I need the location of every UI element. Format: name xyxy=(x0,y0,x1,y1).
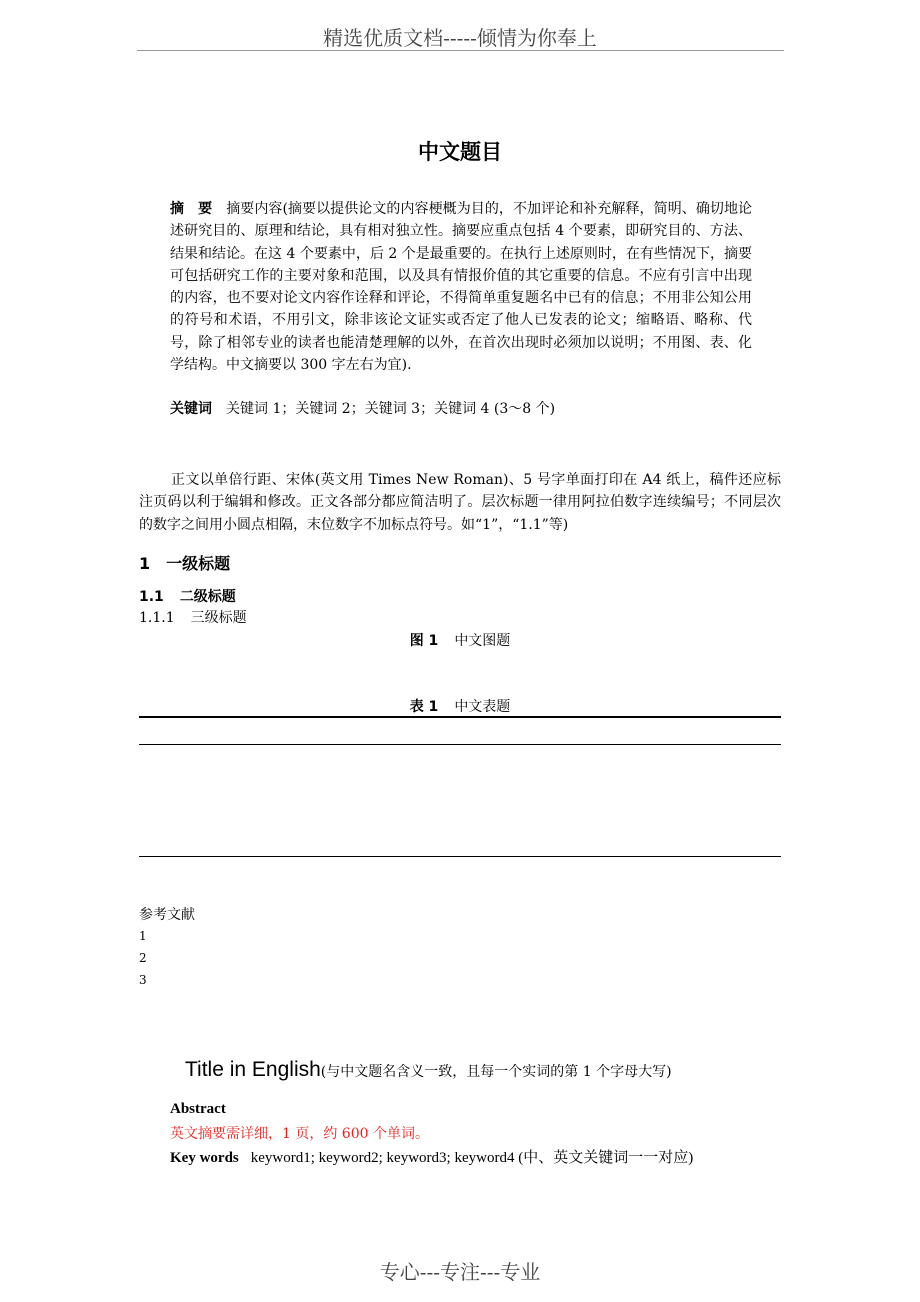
body-paragraph: 正文以单倍行距、宋体(英文用 Times New Roman)、5 号字单面打印在 A4 纸上，稿件还应标注页码以利于编辑和修改。正文各部分都应简洁明了。层次标题一律用阿拉伯数字连续编号；不同层次的数字之间用小圆点相隔，末位数字不加标点符号。如“1”，“1.1”等) xyxy=(139,472,781,533)
heading-1-text: 一级标题 xyxy=(166,554,231,573)
keywords-text: 关键词 1；关键词 2；关键词 3；关键词 4 (3～8 个) xyxy=(226,401,556,417)
english-title-text: Title in English xyxy=(185,1058,321,1081)
page-footer: 专心---专注---专业 xyxy=(379,1260,541,1284)
chinese-keywords xyxy=(170,398,555,418)
table-label: 表 1 xyxy=(409,699,439,715)
english-abstract-label: Abstract xyxy=(170,1101,226,1117)
heading-2-number: 1.1 xyxy=(139,589,164,605)
heading-level-1 xyxy=(139,551,230,574)
english-keywords xyxy=(170,1146,693,1167)
reference-item: 1 xyxy=(139,929,147,943)
abstract-text: 摘要内容(摘要以提供论文的内容梗概为目的，不加评论和补充解释，简明、确切地论述研究目的、原理和结论，具有相对独立性。摘要应重点包括 4 个要素，即研究目的、方法、结果和结论。在这 4 个要素中，后 2 个是最重要的。在执行上述原则时，在有些情况下，摘要可包括研究工作的主要对象和范围，以及具有情报价值的其它重要的信息。不应有引言中出现的内容，也不要对论文内容作诠释和评论，不得简单重复题名中已有的信息；不用非公知公用的符号和术语，不用引文，除非该论文证实或否定了他人已发表的论文；缩略语、略称、代号，除了相邻专业的读者也能清楚理解的以外，在首次出现时必须加以说明；不用图、表、化学结构。中文摘要以 300 字左右为宜). xyxy=(170,201,753,374)
page-title: 中文题目 xyxy=(418,140,502,164)
header-divider xyxy=(137,50,784,51)
reference-item: 3 xyxy=(139,973,147,987)
table-bottom-rule xyxy=(139,856,781,857)
figure-caption-text: 中文图题 xyxy=(454,633,511,649)
figure-caption xyxy=(0,630,920,650)
table-caption-text: 中文表题 xyxy=(454,699,511,715)
table-top-rule xyxy=(139,716,781,718)
page-header: 精选优质文档-----倾情为你奉上 xyxy=(323,26,597,50)
keywords-label: 关键词 xyxy=(170,401,212,417)
english-title xyxy=(185,1058,672,1082)
abstract-label: 摘 要 xyxy=(170,201,213,217)
heading-1-number: 1 xyxy=(139,554,151,573)
heading-2-text: 二级标题 xyxy=(179,589,236,605)
heading-3-text: 三级标题 xyxy=(190,610,247,626)
table-header-rule xyxy=(139,744,781,745)
heading-3-number: 1.1.1 xyxy=(139,610,175,626)
english-keywords-label: Key words xyxy=(170,1150,239,1166)
chinese-abstract xyxy=(170,198,752,376)
table-caption xyxy=(0,696,920,716)
english-abstract-note: 英文摘要需详细，1 页，约 600 个单词。 xyxy=(170,1126,429,1142)
figure-label: 图 1 xyxy=(409,633,439,649)
english-keywords-text: keyword1; keyword2; keyword3; keyword4 (中、英文关键词一一对应) xyxy=(250,1150,694,1166)
references-title: 参考文献 xyxy=(139,907,195,923)
reference-item: 2 xyxy=(139,951,147,965)
english-title-note: (与中文题名含义一致，且每一个实词的第 1 个字母大写) xyxy=(320,1064,672,1080)
heading-level-2 xyxy=(139,586,236,606)
heading-level-3 xyxy=(139,607,247,627)
